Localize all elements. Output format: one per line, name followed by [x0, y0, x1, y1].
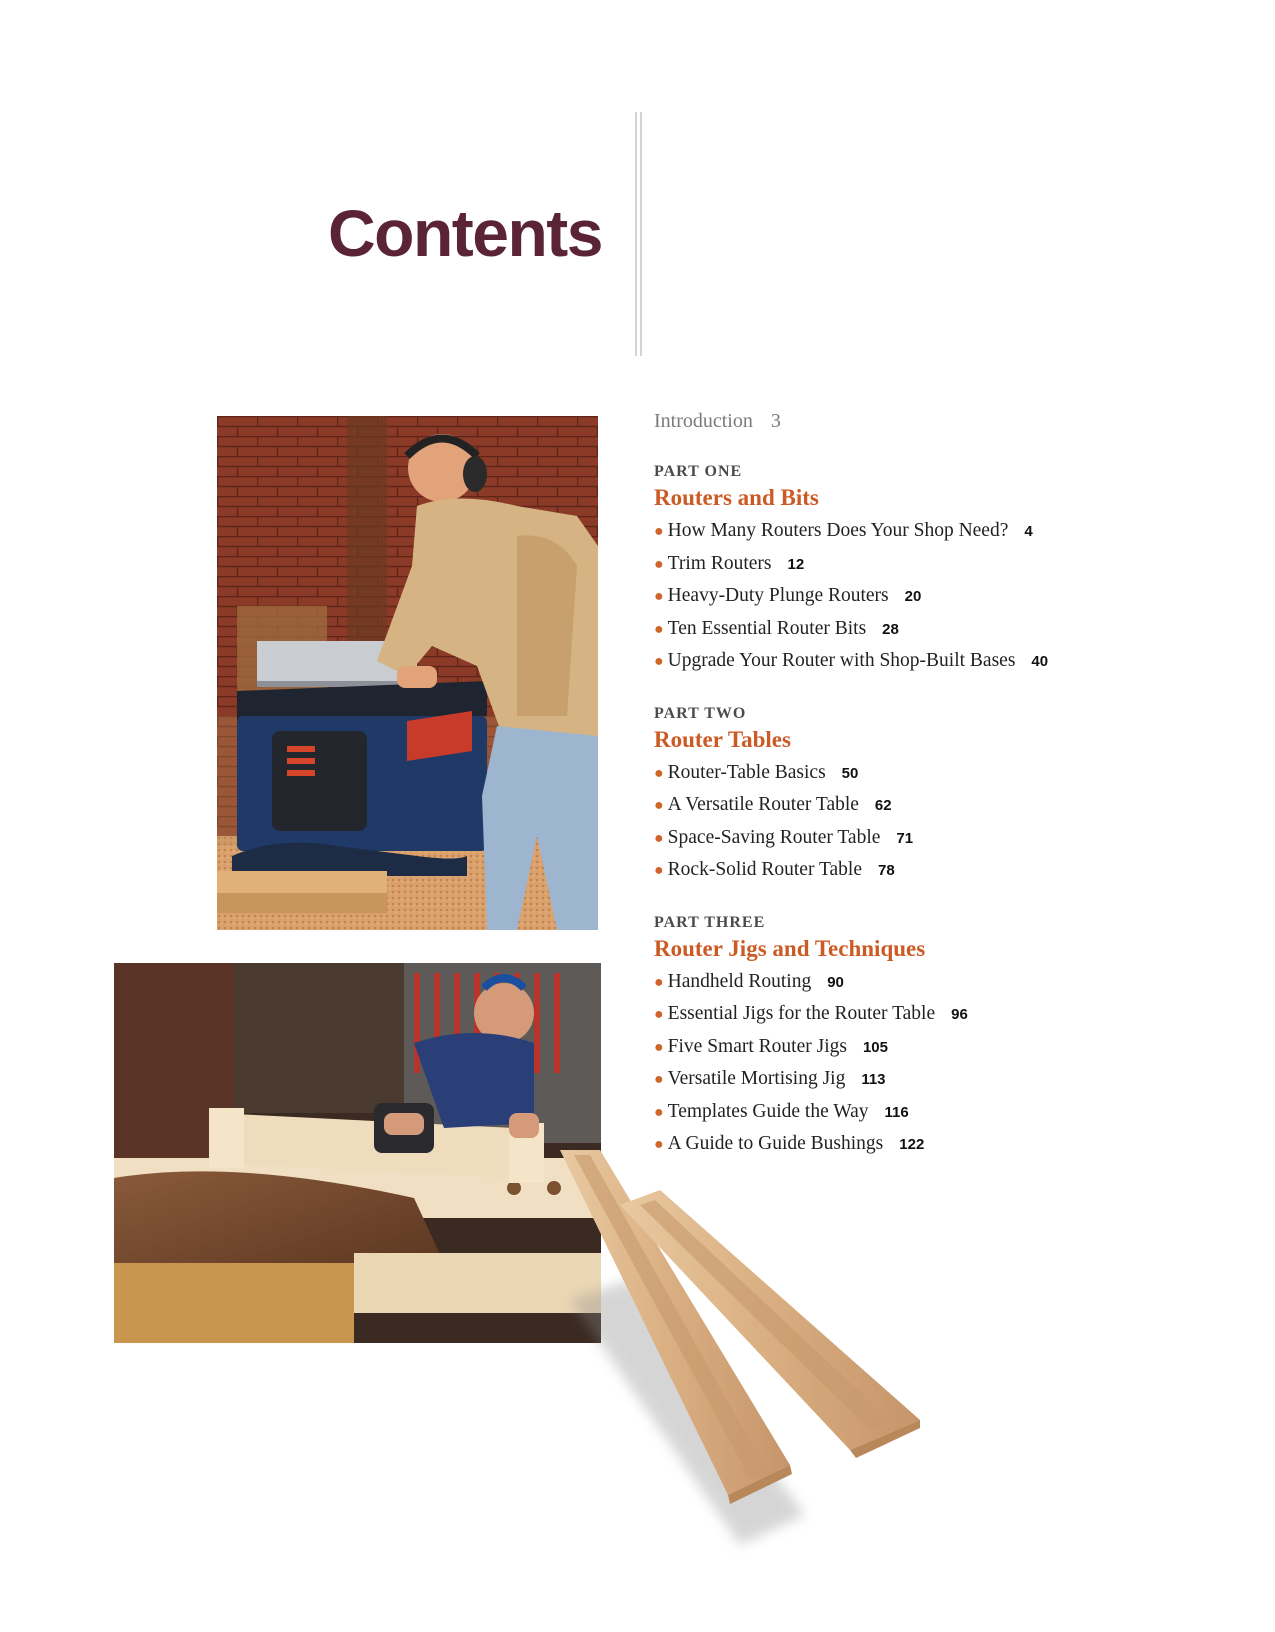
bullet-icon: ●	[654, 620, 664, 638]
table-of-contents	[654, 406, 1194, 1187]
bullet-icon: ●	[654, 764, 664, 782]
toc-item-page: 71	[896, 829, 914, 847]
bullet-icon: ●	[654, 1006, 664, 1023]
toc-item-page: 105	[862, 1038, 888, 1056]
toc-item[interactable]	[654, 966, 1194, 999]
toc-item-title: Router-Table Basics	[667, 761, 826, 783]
toc-part-three	[654, 913, 1194, 1161]
toc-item[interactable]	[654, 645, 1194, 678]
toc-item-title: Rock-Solid Router Table	[667, 859, 863, 880]
bullet-icon: ●	[654, 1038, 664, 1056]
bullet-icon: ●	[654, 1103, 664, 1121]
toc-item-title: Upgrade Your Router with Shop-Built Bases	[667, 650, 1016, 671]
toc-intro-label: Introduction	[654, 410, 753, 432]
toc-item-title: Five Smart Router Jigs	[667, 1035, 847, 1057]
bullet-icon: ●	[654, 653, 664, 670]
toc-item-page: 90	[827, 973, 844, 991]
toc-item-title: Heavy-Duty Plunge Routers	[667, 585, 889, 606]
bullet-icon: ●	[654, 862, 664, 879]
toc-item-page: 20	[904, 588, 922, 605]
toc-item-page: 62	[874, 797, 892, 814]
part-label: PART THREE	[654, 913, 766, 931]
vertical-divider	[635, 112, 637, 356]
toc-item[interactable]	[654, 757, 1194, 790]
toc-item[interactable]	[654, 1031, 1194, 1064]
toc-item[interactable]	[654, 1128, 1194, 1161]
toc-item-title: Essential Jigs for the Router Table	[667, 1003, 936, 1024]
toc-item[interactable]	[654, 613, 1194, 646]
toc-item-title: Versatile Mortising Jig	[667, 1068, 846, 1089]
router-table-photo	[217, 416, 598, 930]
toc-item-page: 12	[787, 555, 805, 573]
toc-item-title: Trim Routers	[667, 552, 772, 574]
toc-item[interactable]	[654, 580, 1194, 613]
bullet-icon: ●	[654, 1136, 664, 1153]
bullet-icon: ●	[654, 829, 664, 847]
bullet-icon: ●	[654, 555, 664, 573]
wood-molding-image	[560, 1150, 980, 1590]
toc-intro[interactable]	[654, 406, 1194, 436]
toc-item-page: 113	[861, 1071, 886, 1088]
toc-part-two	[654, 704, 1194, 887]
bullet-icon: ●	[654, 973, 664, 991]
page-title: Contents	[328, 196, 602, 270]
bullet-icon: ●	[654, 797, 664, 814]
toc-item-page: 116	[884, 1103, 909, 1121]
toc-item[interactable]	[654, 789, 1194, 822]
toc-item[interactable]	[654, 998, 1194, 1031]
toc-item-title: A Versatile Router Table	[667, 794, 859, 815]
toc-item-title: Handheld Routing	[667, 970, 812, 992]
toc-part-one	[654, 462, 1194, 678]
toc-item-title: How Many Routers Does Your Shop Need?	[667, 520, 1009, 541]
toc-item[interactable]	[654, 854, 1194, 887]
toc-item-page: 50	[841, 764, 859, 782]
toc-item-page: 96	[951, 1006, 968, 1023]
toc-item-page: 78	[878, 862, 895, 879]
part-title: Router Tables	[654, 726, 791, 752]
toc-item[interactable]	[654, 822, 1194, 855]
part-title: Routers and Bits	[654, 485, 819, 510]
toc-item[interactable]	[654, 1096, 1194, 1129]
part-label: PART ONE	[654, 463, 743, 480]
toc-item-page: 122	[899, 1136, 925, 1153]
toc-intro-page: 3	[770, 410, 781, 432]
toc-item-title: Templates Guide the Way	[667, 1100, 869, 1122]
toc-item[interactable]	[654, 515, 1194, 548]
vertical-divider	[640, 112, 642, 356]
bullet-icon: ●	[654, 1071, 664, 1088]
toc-item[interactable]	[654, 548, 1194, 581]
toc-item-page: 28	[882, 620, 899, 638]
toc-item-page: 40	[1031, 653, 1049, 670]
toc-item-title: Ten Essential Router Bits	[667, 617, 867, 639]
bullet-icon: ●	[654, 523, 664, 540]
toc-item-page: 4	[1024, 523, 1033, 540]
slab-routing-photo	[114, 963, 601, 1343]
part-label: PART TWO	[654, 704, 747, 722]
bullet-icon: ●	[654, 588, 664, 605]
toc-item[interactable]	[654, 1063, 1194, 1096]
toc-item-title: A Guide to Guide Bushings	[667, 1133, 884, 1154]
part-title: Router Jigs and Techniques	[654, 935, 926, 961]
toc-item-title: Space-Saving Router Table	[667, 826, 881, 848]
